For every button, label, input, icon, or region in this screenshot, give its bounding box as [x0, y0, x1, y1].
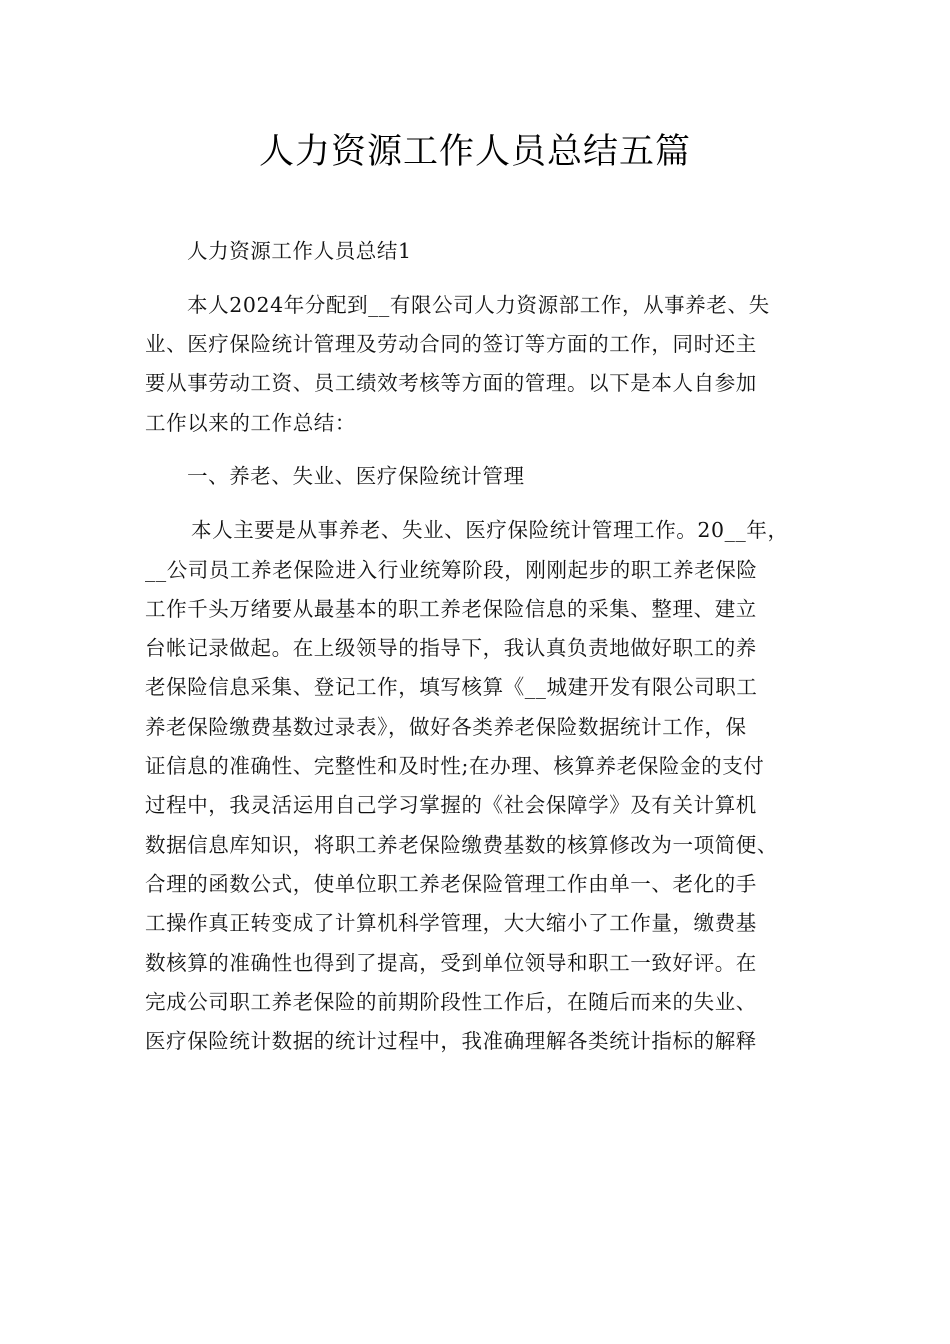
spacer — [145, 271, 825, 286]
section-heading: 人力资源工作人员总结1 — [187, 239, 412, 263]
paragraph-line: __公司员工养老保险进入行业统筹阶段，刚刚起步的职工养老保险 — [145, 557, 758, 582]
paragraph-line: 养老保险缴费基数过录表》，做好各类养老保险数据统计工作，保 — [145, 714, 747, 739]
spacer — [145, 497, 825, 512]
paragraph-line: 老保险信息采集、登记工作，填写核算《__城建开发有限公司职工 — [145, 675, 758, 700]
paragraph-line: 台帐记录做起。在上级领导的指导下，我认真负责地做好职工的养 — [145, 636, 757, 661]
document-body — [145, 232, 825, 1061]
document-title: 人力资源工作人员总结五篇 — [258, 132, 691, 172]
paragraph-line: 过程中，我灵活运用自己学习掌握的《社会保障学》及有关计算机 — [145, 793, 757, 818]
paragraph-line: 要从事劳动工资、员工绩效考核等方面的管理。以下是本人自参加 — [145, 371, 757, 396]
paragraph-line: 医疗保险统计数据的统计过程中，我准确理解各类统计指标的解释 — [145, 1029, 757, 1054]
paragraph-line: 合理的函数公式，使单位职工养老保险管理工作由单一、老化的手 — [145, 871, 757, 896]
spacer — [145, 443, 825, 458]
paragraph-line: 数核算的准确性也得到了提高，受到单位领导和职工一致好评。在 — [145, 950, 757, 975]
paragraph-line: 工作以来的工作总结： — [145, 410, 356, 435]
paragraph-line: 完成公司职工养老保险的前期阶段性工作后，在随后而来的失业、 — [145, 989, 757, 1014]
paragraph-line: 本人2024年分配到__有限公司人力资源部工作，从事养老、失 — [187, 292, 770, 317]
paragraph-line: 工操作真正转变成了计算机科学管理，大大缩小了工作量，缴费基 — [145, 911, 757, 936]
paragraph-line: 数据信息库知识，将职工养老保险缴费基数的核算修改为一项简便、 — [145, 832, 778, 857]
paragraph-line: 工作千头万绪要从最基本的职工养老保险信息的采集、整理、建立 — [145, 596, 757, 621]
paragraph-line: 业、医疗保险统计管理及劳动合同的签订等方面的工作，同时还主 — [145, 332, 757, 357]
paragraph-line: 本人主要是从事养老、失业、医疗保险统计管理工作。20__年， — [191, 518, 789, 543]
subheading: 一、养老、失业、医疗保险统计管理 — [187, 464, 525, 489]
paragraph-line: 证信息的准确性、完整性和及时性;在办理、核算养老保险金的支付 — [145, 754, 765, 779]
